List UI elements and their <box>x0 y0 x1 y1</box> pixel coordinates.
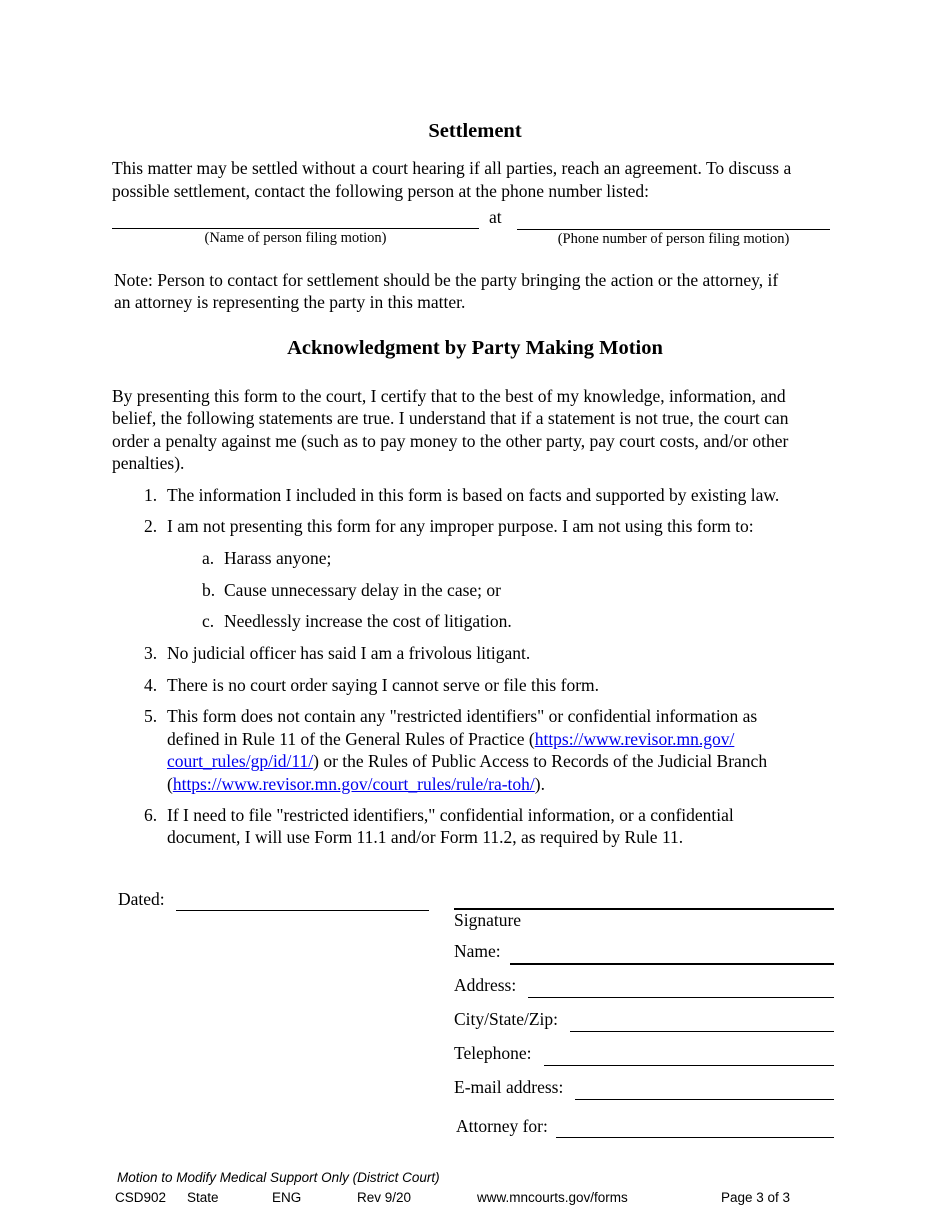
settlement-note-line1: Note: Person to contact for settlement should be the party bringing the action or the attorney, if <box>114 270 779 290</box>
footer-page-number: Page 3 of 3 <box>721 1190 791 1205</box>
settlement-intro-line2: possible settlement, contact the following person at the phone number listed: <box>112 181 650 201</box>
ack-subitem-b-text: Cause unnecessary delay in the case; or <box>224 580 501 600</box>
telephone-label: Telephone: <box>454 1043 532 1063</box>
settlement-note-line2: an attorney is representing the party in this matter. <box>114 292 466 312</box>
ack-subitem-c-letter: c. <box>202 611 215 631</box>
dated-line[interactable] <box>176 910 429 911</box>
ack-item-2-number: 2. <box>144 516 158 536</box>
ack-item-1-number: 1. <box>144 485 158 505</box>
settlement-phone-line[interactable] <box>517 229 830 230</box>
ack-item-6-line1: If I need to file "restricted identifiers," confidential information, or a confidential <box>167 805 734 825</box>
signature-label: Signature <box>454 910 522 930</box>
address-label: Address: <box>454 975 517 995</box>
ack-item-5-line2-text: defined in Rule 11 of the General Rules of Practice ( <box>167 729 535 749</box>
settlement-title: Settlement <box>428 120 522 142</box>
ack-item-2-text: I am not presenting this form for any improper purpose. I am not using this form to: <box>167 516 754 536</box>
ack-item-6-line2: document, I will use Form 11.1 and/or Form 11.2, as required by Rule 11. <box>167 827 684 847</box>
ack-item-3-number: 3. <box>144 643 158 663</box>
email-label: E-mail address: <box>454 1077 564 1097</box>
name-line[interactable] <box>510 963 834 965</box>
telephone-line[interactable] <box>544 1065 834 1066</box>
ack-item-5-line4-close: ). <box>534 774 545 794</box>
ack-item-3-text: No judicial officer has said I am a frivolous litigant. <box>167 643 531 663</box>
ack-intro-line1: By presenting this form to the court, I certify that to the best of my knowledge, information, and <box>112 386 786 406</box>
ack-item-5-line3-text: ) or the Rules of Public Access to Records of the Judicial Branch <box>313 751 768 771</box>
dated-label: Dated: <box>118 889 165 909</box>
ack-intro-line3: order a penalty against me (such as to pay money to the other party, pay court costs, and/or other <box>112 431 789 451</box>
footer-website: www.mncourts.gov/forms <box>477 1190 628 1205</box>
attorney-for-label: Attorney for: <box>456 1116 548 1136</box>
ack-item-5-line4 <box>167 773 545 796</box>
ack-item-4-number: 4. <box>144 675 158 695</box>
city-state-zip-label: City/State/Zip: <box>454 1009 559 1029</box>
footer-form-code: CSD902 <box>115 1190 167 1205</box>
email-line[interactable] <box>575 1099 834 1100</box>
revisor-ra-toh-link[interactable]: https://www.revisor.mn.gov/court_rules/rule/ra-toh/ <box>172 774 535 794</box>
ack-item-1-text: The information I included in this form is based on facts and supported by existing law. <box>167 485 780 505</box>
ack-subitem-a-text: Harass anyone; <box>224 548 332 568</box>
ack-item-4-text: There is no court order saying I cannot serve or file this form. <box>167 675 600 695</box>
acknowledgment-title: Acknowledgment by Party Making Motion <box>287 337 663 359</box>
settlement-at-label: at <box>489 207 502 227</box>
ack-subitem-a-letter: a. <box>202 548 215 568</box>
footer-jurisdiction: State <box>187 1190 219 1205</box>
ack-intro-line2: belief, the following statements are true. I understand that if a statement is not true, the court can <box>112 408 789 428</box>
ack-item-5-line2 <box>167 728 734 751</box>
ack-subitem-c-text: Needlessly increase the cost of litigation. <box>224 611 512 631</box>
attorney-for-line[interactable] <box>556 1137 834 1138</box>
ack-item-5-line3 <box>167 750 767 773</box>
ack-item-5-number: 5. <box>144 706 158 726</box>
settlement-phone-caption: (Phone number of person filing motion) <box>557 231 790 247</box>
ack-item-6-number: 6. <box>144 805 158 825</box>
footer-revision: Rev 9/20 <box>357 1190 412 1205</box>
settlement-name-caption: (Name of person filing motion) <box>204 230 387 246</box>
name-label: Name: <box>454 941 501 961</box>
footer-language: ENG <box>272 1190 302 1205</box>
ack-subitem-b-letter: b. <box>202 580 216 600</box>
ack-intro-line4: penalties). <box>112 453 185 473</box>
settlement-name-line[interactable] <box>112 228 479 229</box>
ack-item-5-line4-open: ( <box>167 774 173 794</box>
address-line[interactable] <box>528 997 834 998</box>
settlement-intro-line1: This matter may be settled without a court hearing if all parties, reach an agreement. To discuss a <box>112 158 792 178</box>
city-state-zip-line[interactable] <box>570 1031 834 1032</box>
ack-item-5-line1: This form does not contain any "restricted identifiers" or confidential information as <box>167 706 758 726</box>
revisor-gp-link-part2[interactable]: court_rules/gp/id/11/ <box>167 751 314 771</box>
revisor-gp-link-part1[interactable]: https://www.revisor.mn.gov/ <box>534 729 735 749</box>
footer-form-title: Motion to Modify Medical Support Only (District Court) <box>117 1170 440 1185</box>
